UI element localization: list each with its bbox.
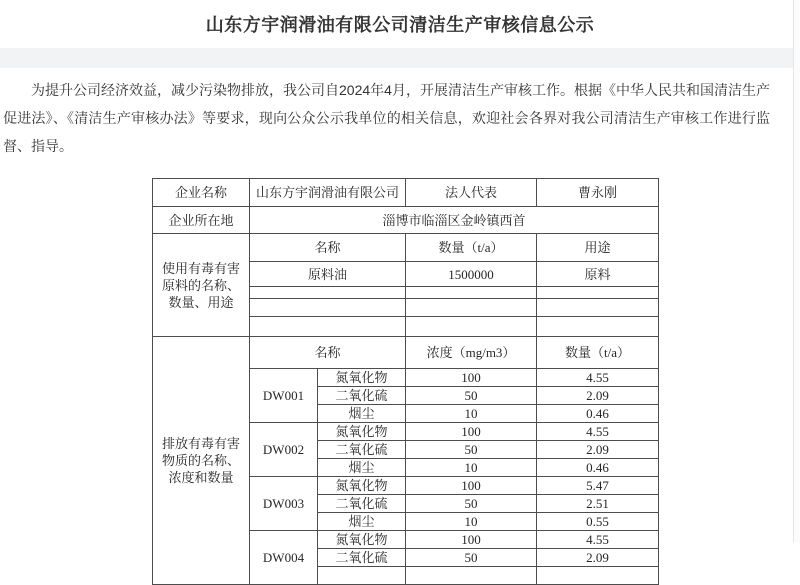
concentration-cell: 100 — [406, 477, 537, 495]
quantity-cell: 4.55 — [537, 369, 659, 387]
concentration-cell: 50 — [406, 549, 537, 567]
concentration-cell: 10 — [406, 459, 537, 477]
pollutant-name-cell: 二氧化硫 — [318, 387, 406, 405]
quantity-cell: 2.09 — [537, 549, 659, 567]
empty-cell — [406, 299, 537, 317]
materials-header-name-cell: 名称 — [250, 234, 406, 262]
concentration-cell: 10 — [406, 405, 537, 423]
empty-cell — [318, 567, 406, 585]
emissions-header-quantity-cell: 数量（t/a） — [537, 337, 659, 369]
quantity-cell: 0.46 — [537, 459, 659, 477]
empty-cell — [537, 317, 659, 337]
emissions-header-name-cell: 名称 — [250, 337, 406, 369]
pollutant-name-cell: 氮氧化物 — [318, 531, 406, 549]
empty-cell — [537, 287, 659, 299]
empty-cell — [250, 317, 406, 337]
legal-rep-label-cell: 法人代表 — [406, 179, 537, 207]
outlet-code-cell: DW003 — [250, 477, 318, 531]
concentration-cell: 100 — [406, 531, 537, 549]
table-row — [153, 207, 659, 234]
table-row — [153, 179, 659, 207]
outlet-code-cell: DW001 — [250, 369, 318, 423]
material-quantity-cell: 1500000 — [406, 262, 537, 287]
emissions-section-label-cell: 排放有毒有害物质的名称、浓度和数量 — [153, 337, 250, 585]
concentration-cell: 100 — [406, 423, 537, 441]
empty-cell — [250, 299, 406, 317]
empty-cell — [537, 567, 659, 585]
legal-rep-value-cell: 曹永刚 — [537, 179, 659, 207]
intro-paragraph: 为提升公司经济效益，减少污染物排放，我公司自2024年4月，开展清洁生产审核工作。根据《中华人民共和国清洁生产促进法》、《清洁生产审核办法》等要求，现向公众公示我单位的相关信息，欢迎社会各界对我公司清洁生产审核工作进行监督、指导。 — [3, 82, 770, 154]
location-value-cell: 淄博市临淄区金岭镇西首 — [250, 207, 659, 234]
pollutant-name-cell: 氮氧化物 — [318, 369, 406, 387]
pollutant-name-cell: 烟尘 — [318, 513, 406, 531]
empty-cell — [250, 287, 406, 299]
material-use-cell: 原料 — [537, 262, 659, 287]
empty-cell — [406, 287, 537, 299]
empty-cell — [406, 317, 537, 337]
quantity-cell: 2.09 — [537, 387, 659, 405]
company-name-value-cell: 山东方宇润滑油有限公司 — [250, 179, 406, 207]
disclosure-table — [152, 178, 659, 585]
quantity-cell: 2.09 — [537, 441, 659, 459]
quantity-cell: 4.55 — [537, 423, 659, 441]
outlet-code-cell: DW002 — [250, 423, 318, 477]
pollutant-name-cell: 氮氧化物 — [318, 477, 406, 495]
pollutant-name-cell: 氮氧化物 — [318, 423, 406, 441]
table-row — [153, 234, 659, 262]
pollutant-name-cell: 二氧化硫 — [318, 495, 406, 513]
concentration-cell: 50 — [406, 441, 537, 459]
quantity-cell: 2.51 — [537, 495, 659, 513]
pollutant-name-cell: 烟尘 — [318, 459, 406, 477]
materials-header-use-cell: 用途 — [537, 234, 659, 262]
outlet-code-cell: DW004 — [250, 531, 318, 585]
table-row — [153, 337, 659, 369]
concentration-cell: 10 — [406, 513, 537, 531]
divider-band — [0, 48, 800, 68]
empty-cell — [406, 567, 537, 585]
title-bar — [0, 0, 800, 48]
concentration-cell: 100 — [406, 369, 537, 387]
quantity-cell: 0.55 — [537, 513, 659, 531]
quantity-cell: 4.55 — [537, 531, 659, 549]
materials-section-label-cell: 使用有毒有害原料的名称、数量、用途 — [153, 234, 250, 337]
quantity-cell: 5.47 — [537, 477, 659, 495]
pollutant-name-cell: 二氧化硫 — [318, 549, 406, 567]
pollutant-name-cell: 二氧化硫 — [318, 441, 406, 459]
page-title: 山东方宇润滑油有限公司清洁生产审核信息公示 — [205, 15, 595, 35]
company-name-label-cell: 企业名称 — [153, 179, 250, 207]
materials-header-quantity-cell: 数量（t/a） — [406, 234, 537, 262]
empty-cell — [537, 299, 659, 317]
pollutant-name-cell: 烟尘 — [318, 405, 406, 423]
concentration-cell: 50 — [406, 387, 537, 405]
quantity-cell: 0.46 — [537, 405, 659, 423]
concentration-cell: 50 — [406, 495, 537, 513]
location-label-cell: 企业所在地 — [153, 207, 250, 234]
material-name-cell: 原料油 — [250, 262, 406, 287]
scrollbar-track[interactable] — [793, 0, 800, 542]
emissions-header-concentration-cell: 浓度（mg/m3） — [406, 337, 537, 369]
